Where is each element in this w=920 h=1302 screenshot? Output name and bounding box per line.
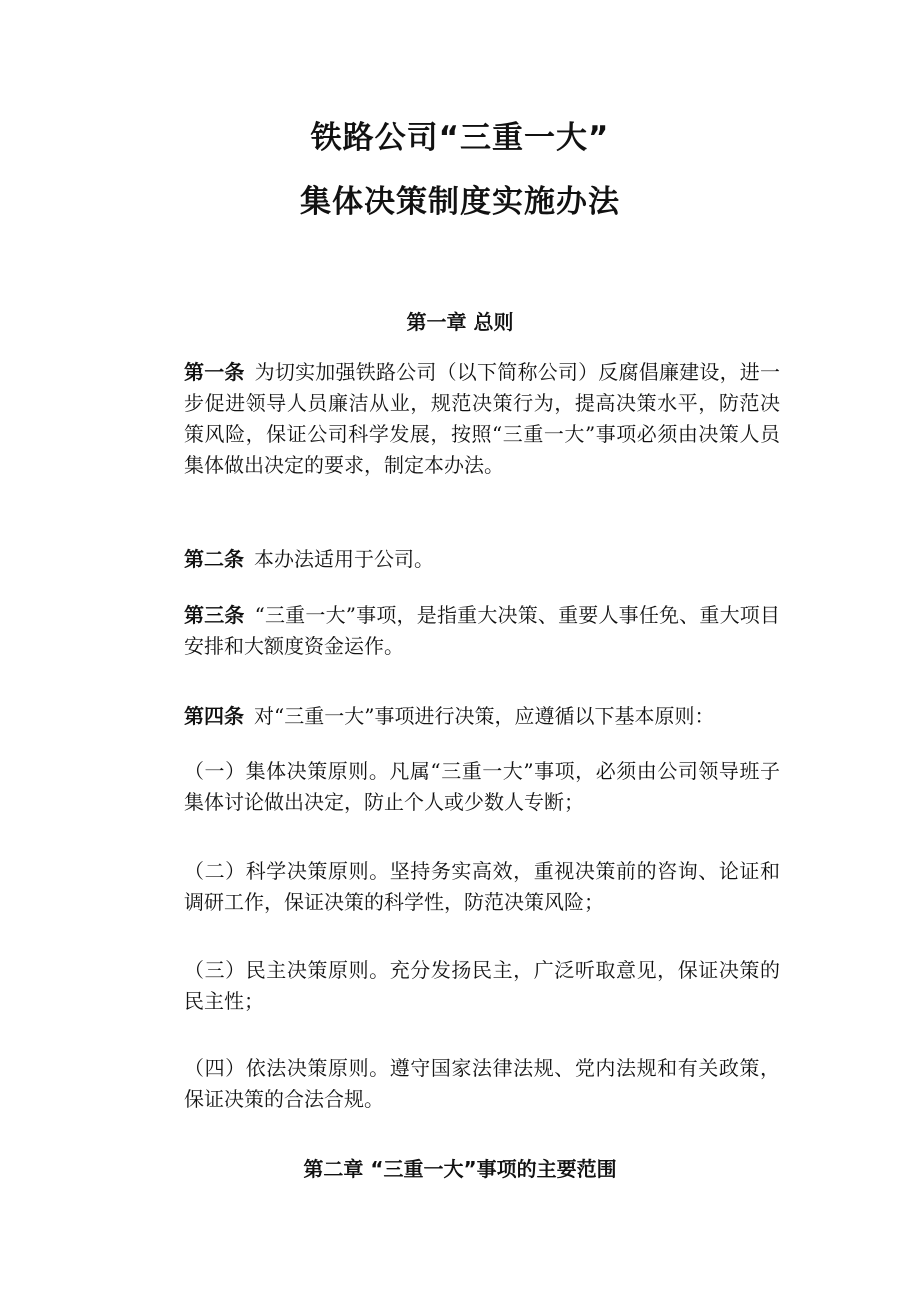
- principle-3: [140, 955, 780, 1017]
- article-label: 第四条: [184, 704, 244, 728]
- principle-4: [140, 1053, 780, 1115]
- chapter-heading-1: 第一章 总则: [406, 310, 514, 334]
- document-title-line1: 铁路公司“三重一大”: [310, 120, 610, 156]
- principle-text: （二）科学决策原则。坚持务实高效，重视决策前的咨询、论证和调研工作，保证决策的科学性，防范决策风险；: [184, 859, 780, 914]
- article-text: “三重一大”事项，是指重大决策、重要人事任免、重大项目安排和大额度资金运作。: [184, 603, 781, 658]
- article-label: 第三条: [184, 603, 245, 627]
- chapter-heading-2: 第二章 “三重一大”事项的主要范围: [303, 1157, 617, 1181]
- document-title-line2: 集体决策制度实施办法: [300, 184, 620, 220]
- principle-1: [140, 756, 780, 818]
- article-3: [140, 600, 780, 662]
- article-2: [140, 544, 780, 575]
- principle-text: （三）民主决策原则。充分发扬民主，广泛听取意见，保证决策的民主性；: [184, 958, 780, 1013]
- principle-2: [140, 856, 780, 918]
- principle-text: （一）集体决策原则。凡属“三重一大”事项，必须由公司领导班子集体讨论做出决定，防止个人或少数人专断；: [184, 759, 780, 814]
- article-4: [140, 701, 780, 732]
- principle-text: （四）依法决策原则。遵守国家法律法规、党内法规和有关政策，保证决策的合法合规。: [184, 1056, 780, 1111]
- article-1: [140, 357, 780, 481]
- article-text: 本办法适用于公司。: [254, 547, 434, 571]
- article-text: 为切实加强铁路公司（以下简称公司）反腐倡廉建设，进一步促进领导人员廉洁从业，规范决策行为，提高决策水平，防范决策风险，保证公司科学发展，按照“三重一大”事项必须由决策人员集体做出决定的要求，制定本办法。: [184, 360, 781, 477]
- article-text: 对“三重一大”事项进行决策，应遵循以下基本原则：: [254, 704, 715, 728]
- article-label: 第二条: [184, 547, 244, 571]
- article-label: 第一条: [184, 360, 245, 384]
